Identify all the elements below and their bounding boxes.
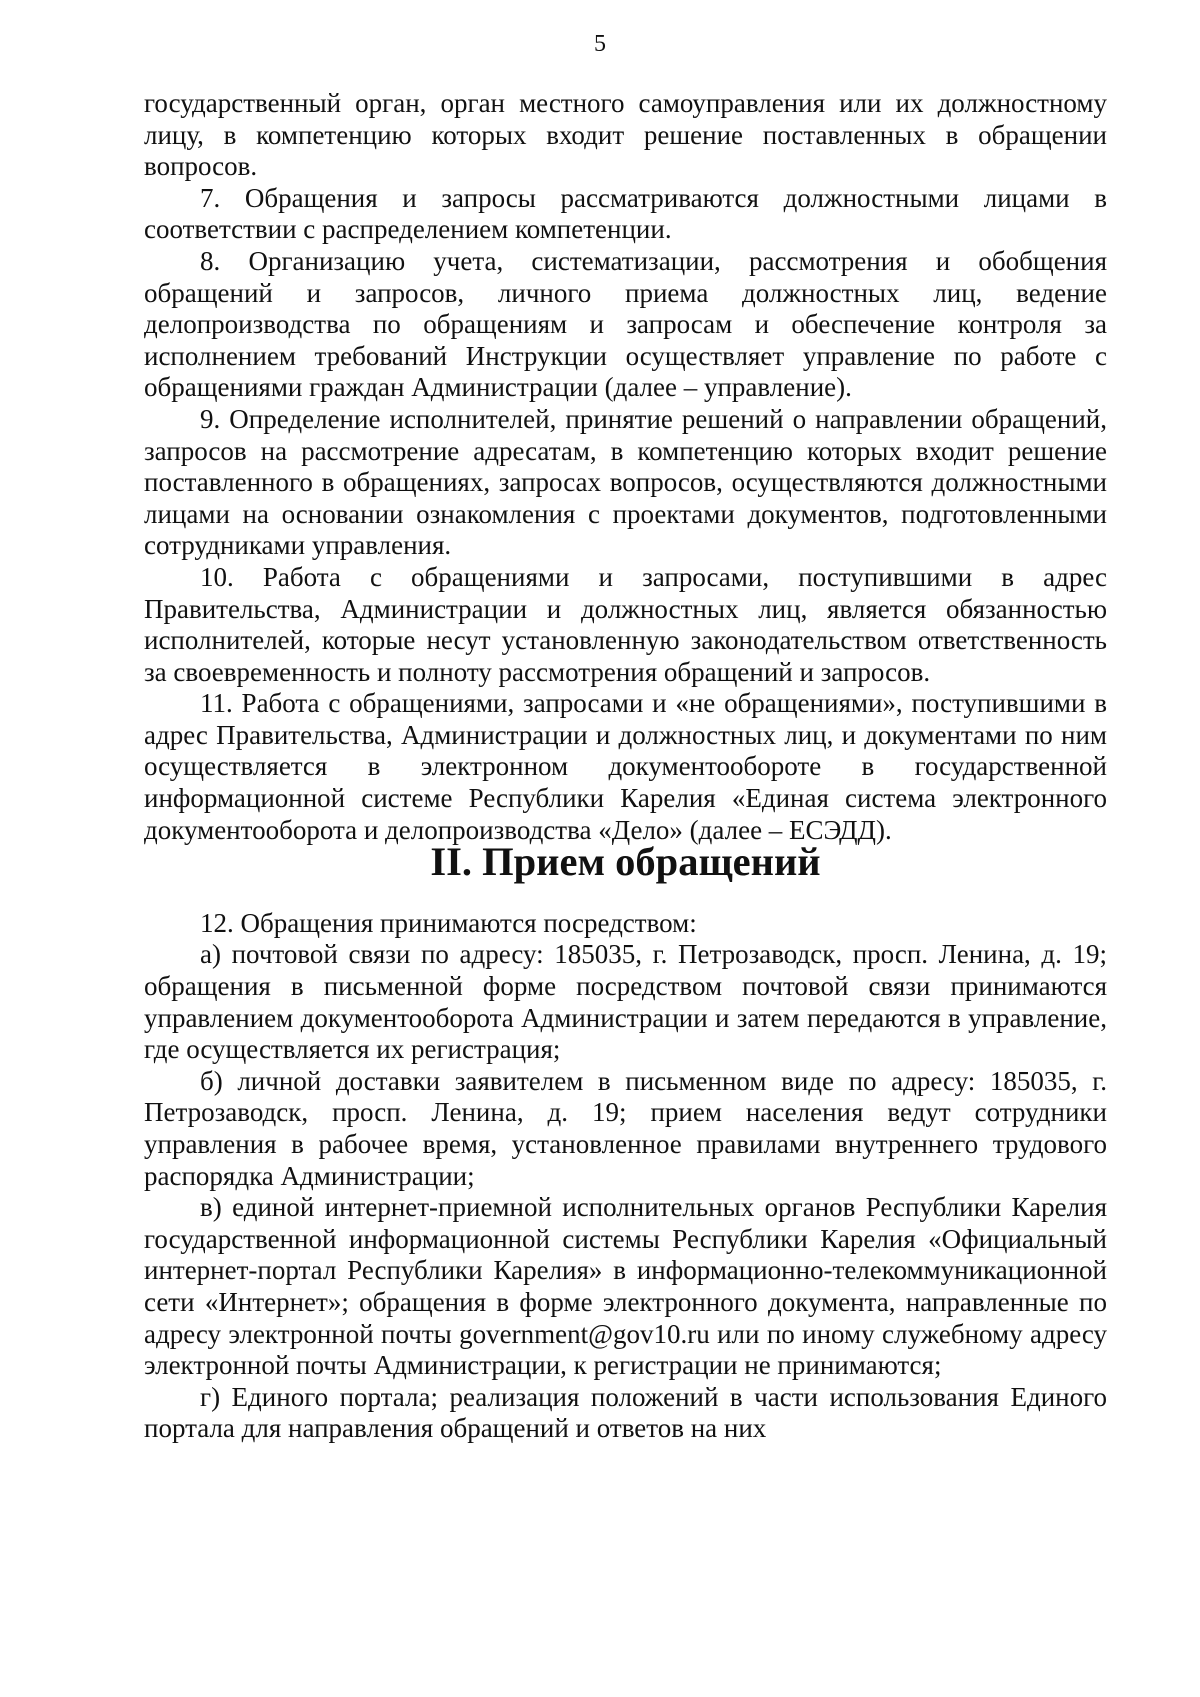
paragraph-7: 7. Обращения и запросы рассматриваются должностными лицами в соответствии с распределением компетенции. xyxy=(144,182,1107,245)
paragraph-12g: г) Единого портала; реализация положений в части использования Единого портала для направления обращений и ответов на них xyxy=(144,1381,1107,1444)
paragraph-continuation: государственный орган, орган местного самоуправления или их должностному лицу, в компетенцию которых входит решение поставленных в обращении вопросов. xyxy=(144,88,1107,182)
paragraph-12a: а) почтовой связи по адресу: 185035, г. Петрозаводск, просп. Ленина, д. 19; обращения в письменной форме посредством почтовой связи принимаются управлением документооборота Администрации и затем передаются в управление, где осуществляется их регистрация; xyxy=(144,939,1107,1065)
page-number: 5 xyxy=(594,31,606,57)
paragraph-12v: в) единой интернет-приемной исполнительных органов Республики Карелия государственной информационной системы Республики Карелия «Официальный интернет-портал Республики Карелия» в информационно-телекоммуникационной сети «Интернет»; обращения в форме электронного документа, направленные по адресу электронной почты government@gov10.ru или по иному служебному адресу электронной почты Администрации, к регистрации не принимаются; xyxy=(144,1192,1107,1381)
paragraph-12b: б) личной доставки заявителем в письменном виде по адресу: 185035, г. Петрозаводск, просп. Ленина, д. 19; прием населения ведут сотрудники управления в рабочее время, установленное правилами внутреннего трудового распорядка Администрации; xyxy=(144,1065,1107,1191)
paragraph-10: 10. Работа с обращениями и запросами, поступившими в адрес Правительства, Администрации и должностных лиц, является обязанностью исполнителей, которые несут установленную законодательством ответственность за своевременность и полноту рассмотрения обращений и запросов. xyxy=(144,561,1107,687)
document-body xyxy=(144,88,1107,1445)
paragraph-8: 8. Организацию учета, систематизации, рассмотрения и обобщения обращений и запросов, личного приема должностных лиц, ведение делопроизводства по обращениям и запросам и обеспечение контроля за исполнением требований Инструкции осуществляет управление по работе с обращениями граждан Администрации (далее – управление). xyxy=(144,245,1107,403)
paragraph-9: 9. Определение исполнителей, принятие решений о направлении обращений, запросов на рассмотрение адресатам, в компетенцию которых входит решение поставленного в обращениях, запросах вопросов, осуществляются должностными лицами на основании ознакомления с проектами документов, подготовленными сотрудниками управления. xyxy=(144,403,1107,561)
paragraph-12: 12. Обращения принимаются посредством: xyxy=(200,907,697,938)
section-heading: II. Прием обращений xyxy=(430,839,821,885)
paragraph-11: 11. Работа с обращениями, запросами и «не обращениями», поступившими в адрес Правительства, Администрации и должностных лиц, и документами по ним осуществляется в электронном документообороте в государственной информационной системе Республики Карелия «Единая система электронного документооборота и делопроизводства «Дело» (далее – ЕСЭДД). xyxy=(144,688,1107,845)
